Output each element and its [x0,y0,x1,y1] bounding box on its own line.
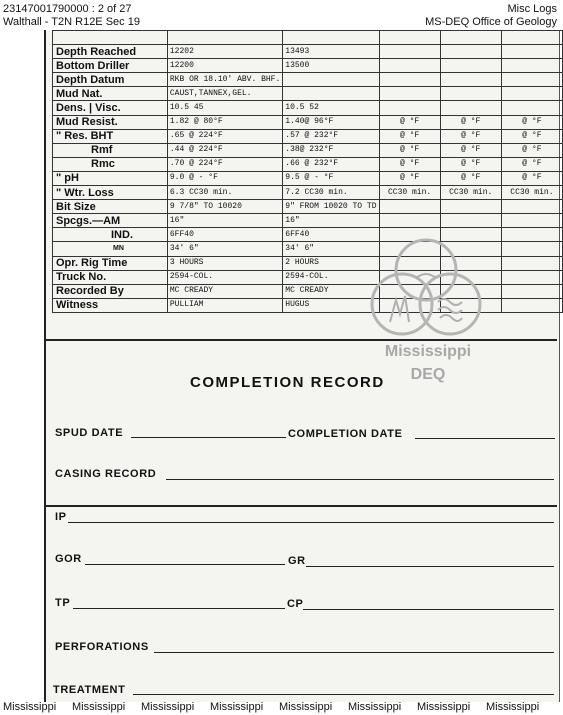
log-cell: CC30 min. [379,186,440,200]
log-cell [167,31,282,45]
log-row [53,298,563,312]
log-cell: @ °F [440,157,501,171]
log-cell [501,242,562,256]
cp-line [303,609,554,610]
log-cell: .70 @ 224°F [167,157,282,171]
log-row [53,270,563,284]
log-cell [379,59,440,73]
watermark-text-line1: Mississippi [384,343,472,360]
log-cell: @ °F [501,143,562,157]
log-cell: @ °F [501,171,562,185]
log-cell [501,200,562,214]
footer-text: Mississippi [210,701,264,713]
log-row-label: " pH [53,171,168,185]
log-row [53,143,563,157]
log-cell: 13493 [283,45,379,59]
log-row-label: Bit Size [53,200,168,214]
log-cell: 2594-COL. [283,270,379,284]
gr-line [306,566,554,567]
casing-record-label: CASING RECORD [55,468,157,480]
log-cell: 13500 [283,59,379,73]
log-cell: CC30 min. [501,186,562,200]
log-cell: @ °F [501,115,562,129]
log-cell: PULLIAM [167,298,282,312]
gor-label: GOR [55,553,82,565]
log-cell: @ °F [379,115,440,129]
cp-label: CP [287,598,304,610]
msdeq-watermark-icon [368,232,484,348]
log-row-label: Truck No. [53,270,168,284]
log-cell: 1.82 @ 80°F [167,115,282,129]
ip-label: IP [55,511,67,523]
log-row-label: Depth Datum [53,73,168,87]
watermark-text-line2: DEQ [410,366,446,383]
location-label: Walthall - T2N R12E Sec 19 [3,16,140,28]
log-cell [501,87,562,101]
log-cell: .44 @ 224°F [167,143,282,157]
log-cell: MC CREADY [167,284,282,298]
perforations-label: PERFORATIONS [55,641,149,653]
log-cell: HUGUS [283,298,379,312]
log-row-label: Rmf [53,143,168,157]
log-cell [501,31,562,45]
footer-text: Mississippi [279,701,333,713]
log-cell [379,31,440,45]
log-cell [501,73,562,87]
log-cell [501,228,562,242]
log-row [53,129,563,143]
log-row-label: Opr. Rig Time [53,256,168,270]
log-cell: 2594-COL. [167,270,282,284]
log-cell [440,31,501,45]
log-cell: @ °F [440,129,501,143]
log-cell: 16" [283,214,379,228]
log-cell [440,45,501,59]
log-cell [440,200,501,214]
log-row [53,284,563,298]
log-cell [379,101,440,115]
log-cell [501,270,562,284]
footer-text: Mississippi [417,701,471,713]
api-page-label: 23147001790000 : 2 of 27 [3,3,132,15]
log-cell: 10.5 45 [167,101,282,115]
log-row-label: " Wtr. Loss [53,186,168,200]
log-cell: .38@ 232°F [283,143,379,157]
section-divider [46,505,557,507]
completion-record-title: COMPLETION RECORD [190,374,385,391]
completion-date-line [415,438,555,439]
log-cell: @ °F [379,129,440,143]
log-row [53,101,563,115]
log-row-label: Recorded By [53,284,168,298]
log-row [53,115,563,129]
log-cell [379,87,440,101]
log-cell: CC30 min. [440,186,501,200]
log-cell [379,45,440,59]
log-cell [440,73,501,87]
ip-line [68,522,554,523]
log-row-label: Rmc [53,157,168,171]
log-cell [501,284,562,298]
log-row-label: Bottom Driller [53,59,168,73]
tp-line [73,608,285,609]
log-row-label: Witness [53,298,168,312]
log-row-label: Depth Reached [53,45,168,59]
log-cell: 9.0 @ - °F [167,171,282,185]
log-cell: @ °F [440,115,501,129]
log-cell: 7.2 CC30 min. [283,186,379,200]
log-cell: 9" FROM 10020 TO TD [283,200,379,214]
footer-text: Mississippi [141,701,195,713]
log-cell: 2 HOURS [283,256,379,270]
log-cell [501,298,562,312]
log-row-label: Mud Nat. [53,87,168,101]
log-cell: 1.40@ 96°F [283,115,379,129]
log-row-label: IND. [53,228,168,242]
perforations-line [154,652,554,653]
log-row-label: Dens. | Visc. [53,101,168,115]
log-row [53,171,563,185]
log-cell: @ °F [501,157,562,171]
spud-date-line [131,437,286,438]
log-cell [501,101,562,115]
agency-label: MS-DEQ Office of Geology [425,16,557,28]
log-cell: 34' 6" [167,242,282,256]
log-cell: 34' 6" [283,242,379,256]
treatment-label: TREATMENT [53,684,126,696]
log-cell [379,73,440,87]
log-cell [283,87,379,101]
log-row [53,73,563,87]
category-label: Misc Logs [507,3,557,15]
footer-watermark-strip [0,701,563,715]
log-cell: 12200 [167,59,282,73]
log-cell: MC CREADY [283,284,379,298]
gr-label: GR [288,555,306,567]
log-cell: @ °F [379,143,440,157]
treatment-line [133,694,554,695]
log-cell: 9.5 @ - °F [283,171,379,185]
log-row [53,242,563,256]
log-cell: 16" [167,214,282,228]
log-row [53,200,563,214]
log-cell: @ °F [440,171,501,185]
log-row [53,214,563,228]
footer-text: Mississippi [348,701,402,713]
log-cell: 6.3 CC30 min. [167,186,282,200]
log-cell: .57 @ 232°F [283,129,379,143]
log-cell: @ °F [379,157,440,171]
log-row-label: Spcgs.—AM [53,214,168,228]
log-cell [283,73,379,87]
tp-label: TP [55,597,71,609]
spud-date-label: SPUD DATE [55,427,124,439]
log-cell: CAUST,TANNEX,GEL. [167,87,282,101]
log-cell [440,101,501,115]
log-row-label [53,31,168,45]
log-cell: RKB OR 18.10' ABV. BHF. [167,73,282,87]
log-row [53,157,563,171]
log-cell: .66 @ 232°F [283,157,379,171]
log-cell: 6FF40 [167,228,282,242]
mud-log-table [52,30,563,313]
log-row [53,256,563,270]
log-cell [379,200,440,214]
log-cell: 12202 [167,45,282,59]
gor-line [85,564,285,565]
log-cell: 9 7/8" TO 10020 [167,200,282,214]
log-cell: 6FF40 [283,228,379,242]
log-row [53,87,563,101]
completion-date-label: COMPLETION DATE [288,428,403,440]
log-cell [501,59,562,73]
log-cell [440,59,501,73]
log-cell: 3 HOURS [167,256,282,270]
log-cell [501,256,562,270]
log-cell: @ °F [440,143,501,157]
log-cell: @ °F [379,171,440,185]
log-cell [501,45,562,59]
footer-text: Mississippi [3,701,57,713]
log-cell: .65 @ 224°F [167,129,282,143]
log-row [53,45,563,59]
log-row [53,59,563,73]
log-cell [440,87,501,101]
log-cell: 10.5 52 [283,101,379,115]
log-cell [440,214,501,228]
log-row [53,186,563,200]
section-divider [46,339,557,341]
footer-text: Mississippi [486,701,540,713]
log-row-label: Mud Resist. [53,115,168,129]
log-row [53,31,563,45]
log-cell [283,31,379,45]
log-row [53,228,563,242]
log-cell [379,214,440,228]
footer-text: Mississippi [72,701,126,713]
log-row-label: MN [53,242,168,256]
log-row-label: " Res. BHT [53,129,168,143]
log-cell [501,214,562,228]
casing-record-line [166,479,554,480]
log-cell: @ °F [501,129,562,143]
